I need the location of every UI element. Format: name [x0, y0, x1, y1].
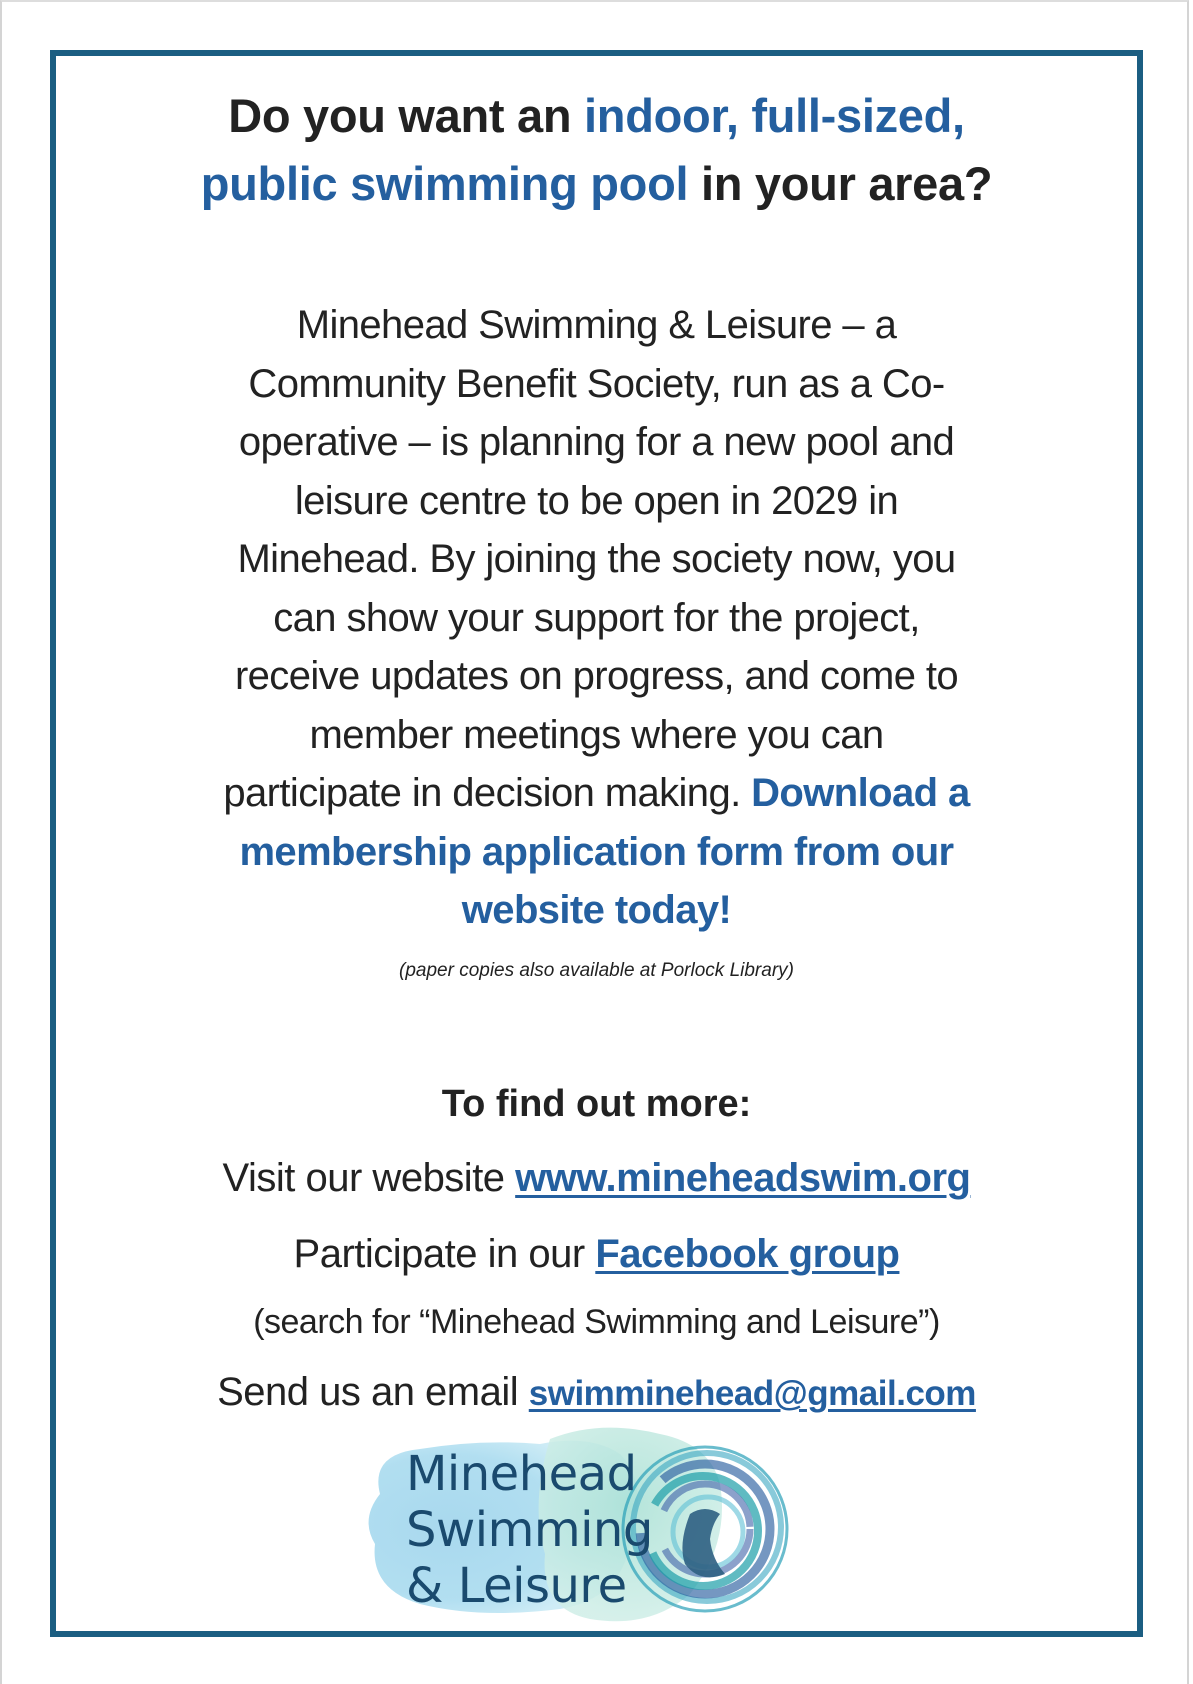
logo-line: Minehead [406, 1446, 637, 1502]
logo-line: & Leisure [406, 1558, 627, 1614]
body-line: leisure centre to be open in 2029 in [294, 478, 899, 523]
download-cta-text: Download a [751, 771, 970, 815]
body-line: can show your support for the project, [273, 595, 920, 640]
download-cta-text: website today! [461, 888, 732, 932]
logo [360, 1424, 830, 1629]
body-paragraph [130, 296, 1063, 940]
paper-copies-note: (paper copies also available at Porlock Library) [399, 960, 794, 981]
headline-highlight: public swimming pool [200, 157, 689, 210]
headline-line-1 [0, 82, 1193, 150]
website-label: Visit our website [222, 1156, 516, 1200]
headline-text: Do you want an [228, 89, 585, 142]
website-link[interactable]: www.mineheadswim.org [515, 1156, 971, 1200]
body-line: Community Benefit Society, run as a Co- [248, 361, 945, 406]
headline-highlight: indoor, full-sized, [584, 89, 965, 142]
website-line [0, 1156, 1193, 1201]
body-line: operative – is planning for a new pool and [238, 420, 955, 464]
email-line [0, 1370, 1193, 1415]
logo-line: Swimming [406, 1502, 653, 1558]
facebook-group-link[interactable]: Facebook group [595, 1232, 900, 1276]
facebook-search-hint: (search for “Minehead Swimming and Leisure”) [253, 1303, 940, 1341]
email-link[interactable]: swimminehead@gmail.com [528, 1374, 976, 1413]
headline-text: in your area? [688, 157, 993, 210]
headline-line-2 [0, 150, 1193, 218]
body-line: Minehead Swimming & Leisure – a [296, 303, 897, 347]
body-line: member meetings where you can [309, 712, 884, 757]
body-line-text: participate in decision making. [223, 771, 752, 815]
headline [0, 82, 1193, 218]
body-line [130, 764, 1063, 823]
download-cta-text: membership application form from our [239, 829, 954, 874]
body-line: receive updates on progress, and come to [234, 654, 959, 698]
email-label: Send us an email [217, 1370, 529, 1414]
logo-wordmark [406, 1446, 653, 1614]
facebook-line [0, 1232, 1193, 1277]
find-out-more-heading: To find out more: [441, 1083, 752, 1125]
body-line: Minehead. By joining the society now, you [237, 537, 956, 581]
facebook-label: Participate in our [293, 1232, 596, 1276]
